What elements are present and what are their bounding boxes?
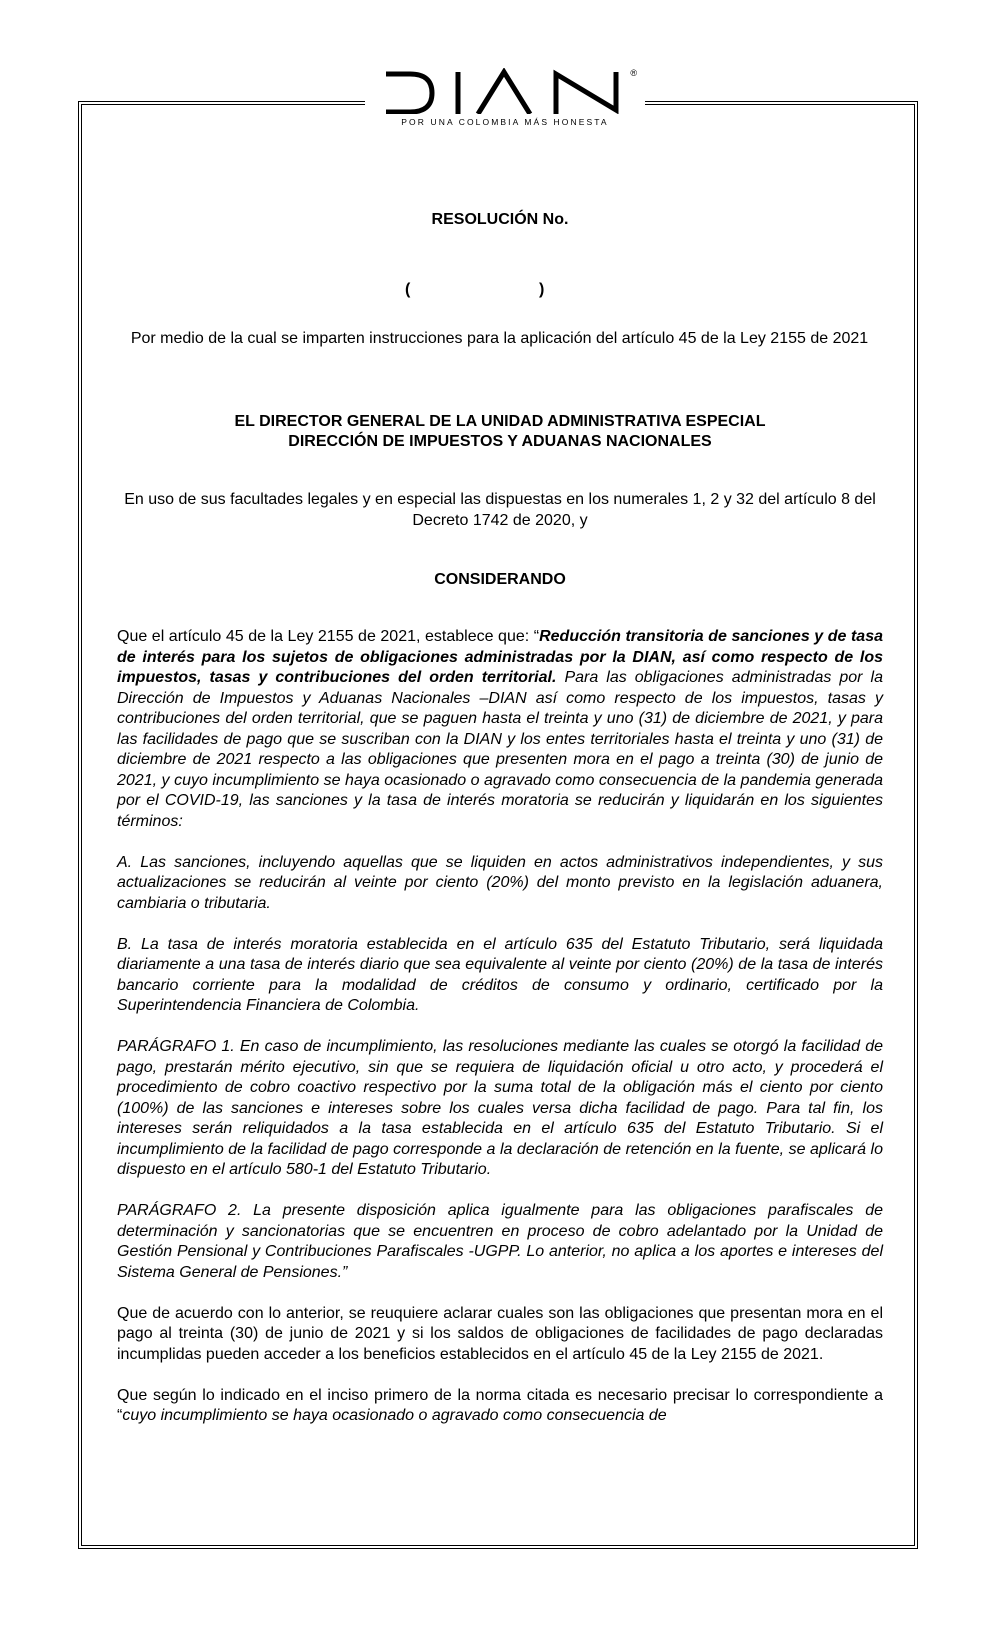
article-citation-paragraph: Que el artículo 45 de la Ley 2155 de 2021, establece que: “Reducción transitoria de sanciones y de tasa de interés para los sujetos de obligaciones administradas por la DIAN, así como respecto de los impuestos, tasas y contribuciones del orden territorial. Para las obligaciones administradas por la Dirección de Impuestos y Aduanas Nacionales –DIAN así como respecto de los impuestos, tasas y contribuciones del orden territorial, que se paguen hasta el treinta y uno (31) de diciembre de 2021, y para las facilidades de pago que se suscriban con la DIAN y los entes territoriales hasta el treinta y uno (31) de diciembre de 2021 respecto a las obligaciones que presenten mora en el pago a treinta (30) de junio de 2021, y cuyo incumplimiento se haya ocasionado o agravado como consecuencia de la pandemia generada por el COVID-19, las sanciones y la tasa de interés moratoria se reducirán y liquidarán en los siguientes términos: bbox=[117, 628, 883, 830]
paragrafo-1: PARÁGRAFO 1. En caso de incumplimiento, las resoluciones mediante las cuales se otorgó la facilidad de pago, prestarán mérito ejecutivo, sin que se requiera de liquidación oficial u otro acto, y procederá el procedimiento de cobro coactivo respectivo por la suma total de la obligación más el ciento por ciento (100%) de las sanciones e intereses sobre los cuales versa dicha facilidad de pago. Para tal fin, los intereses serán reliquidados a la tasa establecida en el artículo 635 del Estatuto Tributario. Si el incumplimiento de la facilidad de pago corresponde a la declaración de retención en la fuente, se aplicará lo dispuesto en el artículo 580-1 del Estatuto Tributario. bbox=[117, 1038, 883, 1178]
document-body bbox=[117, 627, 883, 1447]
logo-tagline: POR UNA COLOMBIA MÁS HONESTA bbox=[401, 117, 609, 127]
dian-wordmark-icon bbox=[380, 68, 630, 114]
paragraph-b: B. La tasa de interés moratoria establecida en el artículo 635 del Estatuto Tributario, será liquidada diariamente a una tasa de interés diario que sea equivalente al veinte por ciento (20%) de la tasa de interés bancario corriente para la modalidad de créditos de consumo y ordinario, certificado por la Superintendencia Financiera de Colombia. bbox=[117, 935, 883, 1014]
final-paragraph: Que según lo indicado en el inciso primero de la norma citada es necesario precisar lo correspondiente a “cuyo incumplimiento se haya ocasionado o agravado como consecuencia de bbox=[117, 1386, 883, 1424]
legal-faculties: En uso de sus facultades legales y en especial las dispuestas en los numerales 1, 2 y 32 del artículo 8 del Decreto 1742 de 2020, y bbox=[124, 491, 876, 529]
dian-logo bbox=[365, 68, 645, 146]
article-title: Reducción transitoria de sanciones y de tasa de interés para los sujetos de obligaciones administradas por la DIAN, así como respecto de los impuestos, tasas y contribuciones del orden territorial. bbox=[117, 628, 883, 686]
issuer-line-2: DIRECCIÓN DE IMPUESTOS Y ADUANAS NACIONALES bbox=[288, 433, 712, 450]
clarification-paragraph: Que de acuerdo con lo anterior, se reuquiere aclarar cuales son las obligaciones que presentan mora en el pago al treinta (30) de junio de 2021 y si los saldos de obligaciones de facilidades de pago declaradas incumplidas pueden acceder a los beneficios establecidos en el artículo 45 de la Ley 2155 de 2021. bbox=[117, 1304, 883, 1363]
registered-mark: ® bbox=[630, 68, 637, 78]
date-close-paren: ) bbox=[539, 281, 545, 298]
date-open-paren: ( bbox=[405, 281, 411, 298]
paragraph-a: A. Las sanciones, incluyendo aquellas que se liquiden en actos administrativos independientes, y sus actualizaciones se reducirán al veinte por ciento (20%) del monto previsto en la legislación aduanera, cambiaria o tributaria. bbox=[117, 853, 883, 912]
paragrafo-2: PARÁGRAFO 2. La presente disposición aplica igualmente para las obligaciones parafiscales de determinación y sancionatorias que se encuentren en proceso de cobro adelantado por la Unidad de Gestión Pensional y Contribuciones Parafiscales -UGPP. Lo anterior, no aplica a los aportes e intereses del Sistema General de Pensiones.” bbox=[117, 1202, 883, 1281]
issuer-line-1: EL DIRECTOR GENERAL DE LA UNIDAD ADMINISTRATIVA ESPECIAL bbox=[234, 413, 766, 430]
considering-heading: CONSIDERANDO bbox=[434, 571, 566, 588]
resolution-title: RESOLUCIÓN No. bbox=[431, 211, 569, 228]
resolution-subject: Por medio de la cual se imparten instrucciones para la aplicación del artículo 45 de la Ley 2155 de 2021 bbox=[130, 330, 869, 347]
